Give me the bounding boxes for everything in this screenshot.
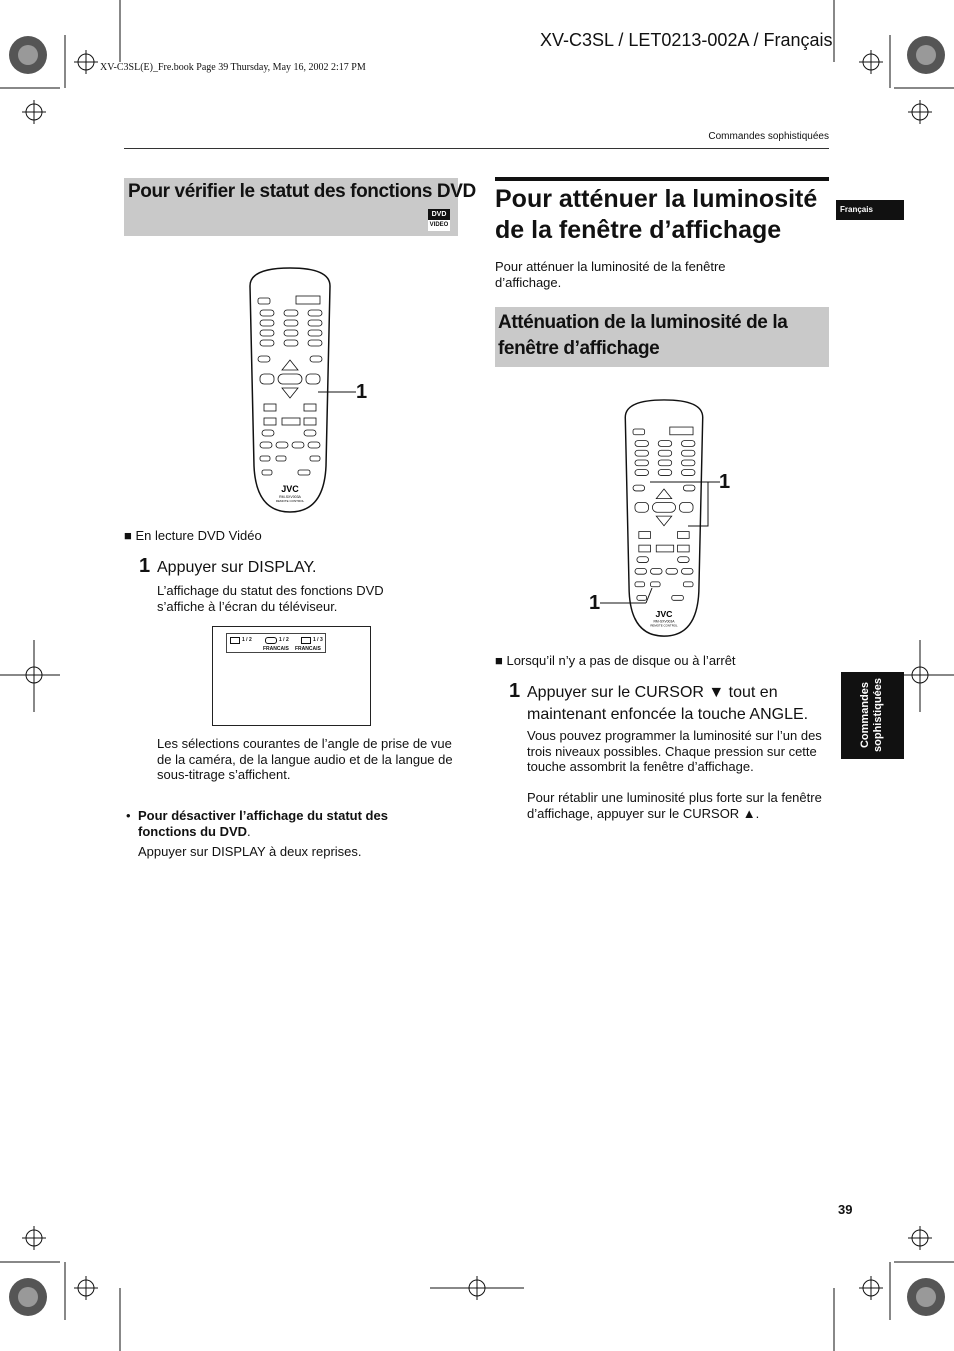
right-title-rule [495, 177, 829, 181]
left-bullet-desc: Appuyer sur DISPLAY à deux reprises. [138, 844, 362, 859]
left-after-desc: Les sélections courantes de l’angle de prise de vue de la caméra, de la langue audio et de la langue de sous-titrage s’affichent. [157, 736, 453, 782]
right-subtitle-line2: fenêtre d’affichage [498, 338, 660, 359]
right-title-line1: Pour atténuer la luminosité [495, 185, 818, 213]
right-step-desc2: Pour rétablir une luminosité plus forte sur la fenêtre d’affichage, appuyer sur le CURSOR ▲. [527, 790, 822, 821]
remote-brand-left: JVC [281, 484, 299, 494]
audio-value: 1 / 2 [279, 637, 289, 643]
callout-line-left [318, 384, 358, 404]
right-subtitle-line1: Atténuation de la luminosité de la [498, 312, 788, 333]
badge-video-text: VIDEO [428, 220, 450, 231]
left-bullet-bold: Pour désactiver l’affichage du statut des fonctions du DVD [138, 808, 388, 839]
side-tab-label [859, 655, 885, 775]
dvd-video-badge [428, 209, 450, 231]
language-tab: Français [836, 200, 904, 220]
right-step-number: 1 [509, 680, 521, 702]
remote-brand-right: JVC [655, 608, 673, 619]
remote-caption-left: REMOTE CONTROL [275, 499, 305, 503]
right-main-title [495, 184, 835, 246]
left-section-title: Pour vérifier le statut des fonctions DVD [128, 181, 476, 202]
callout-number-right-bottom: 1 [589, 592, 601, 614]
remote-model-left: RM-SXV003A [279, 495, 301, 499]
remote-caption-right: REMOTE CONTROL [650, 623, 678, 628]
left-step-number: 1 [139, 555, 151, 577]
header-rule [124, 148, 829, 149]
subtitle-icon [301, 637, 311, 644]
side-tab-line1: Commandes [859, 681, 871, 749]
right-step-line2: maintenant enfoncée la touche ANGLE. [527, 706, 809, 723]
left-bullet-text [138, 808, 438, 839]
left-condition: ■ En lecture DVD Vidéo [124, 528, 262, 543]
angle-value: 1 / 2 [242, 637, 252, 643]
audio-icon [265, 637, 277, 644]
right-step-desc1: Vous pouvez programmer la luminosité sur l’un des trois niveaux possibles. Chaque pression sur cette touche assombrit la fenêtre d’affichage. [527, 728, 822, 774]
callout-number-right-top: 1 [719, 471, 731, 493]
callout-number-left: 1 [356, 381, 368, 403]
right-section-title [498, 310, 818, 362]
camera-icon [230, 637, 240, 644]
right-step-text [527, 682, 827, 726]
left-bullet-dot: • [126, 808, 131, 823]
subtitle-value: 1 / 3 [313, 637, 323, 643]
badge-dvd-text: DVD [431, 211, 447, 218]
document-id: XV-C3SL / LET0213-002A / Français [540, 30, 833, 50]
callout-lines-right [600, 470, 725, 610]
side-tab-line2: sophistiquées [872, 678, 884, 752]
page-number: 39 [838, 1202, 853, 1217]
left-bullet-tail: . [247, 823, 251, 839]
right-intro: Pour atténuer la luminosité de la fenêtre d’affichage. [495, 259, 726, 290]
right-step-line1: Appuyer sur le CURSOR ▼ tout en [527, 684, 778, 701]
right-condition: ■ Lorsqu’il n’y a pas de disque ou à l’arrêt [495, 653, 736, 668]
status-bar-display [226, 633, 326, 653]
book-info-line: XV-C3SL(E)_Fre.book Page 39 Thursday, May 16, 2002 2:17 PM [100, 62, 366, 73]
audio-language: FRANCAIS [263, 646, 289, 652]
section-header: Commandes sophistiquées [708, 131, 829, 142]
left-step-text: Appuyer sur DISPLAY. [157, 559, 317, 576]
subtitle-language: FRANCAIS [295, 646, 321, 652]
right-title-line2: de la fenêtre d’affichage [495, 216, 782, 244]
left-step-desc: L’affichage du statut des fonctions DVD s’affiche à l’écran du téléviseur. [157, 583, 384, 614]
remote-model-right: RM-SXV003A [653, 619, 675, 624]
